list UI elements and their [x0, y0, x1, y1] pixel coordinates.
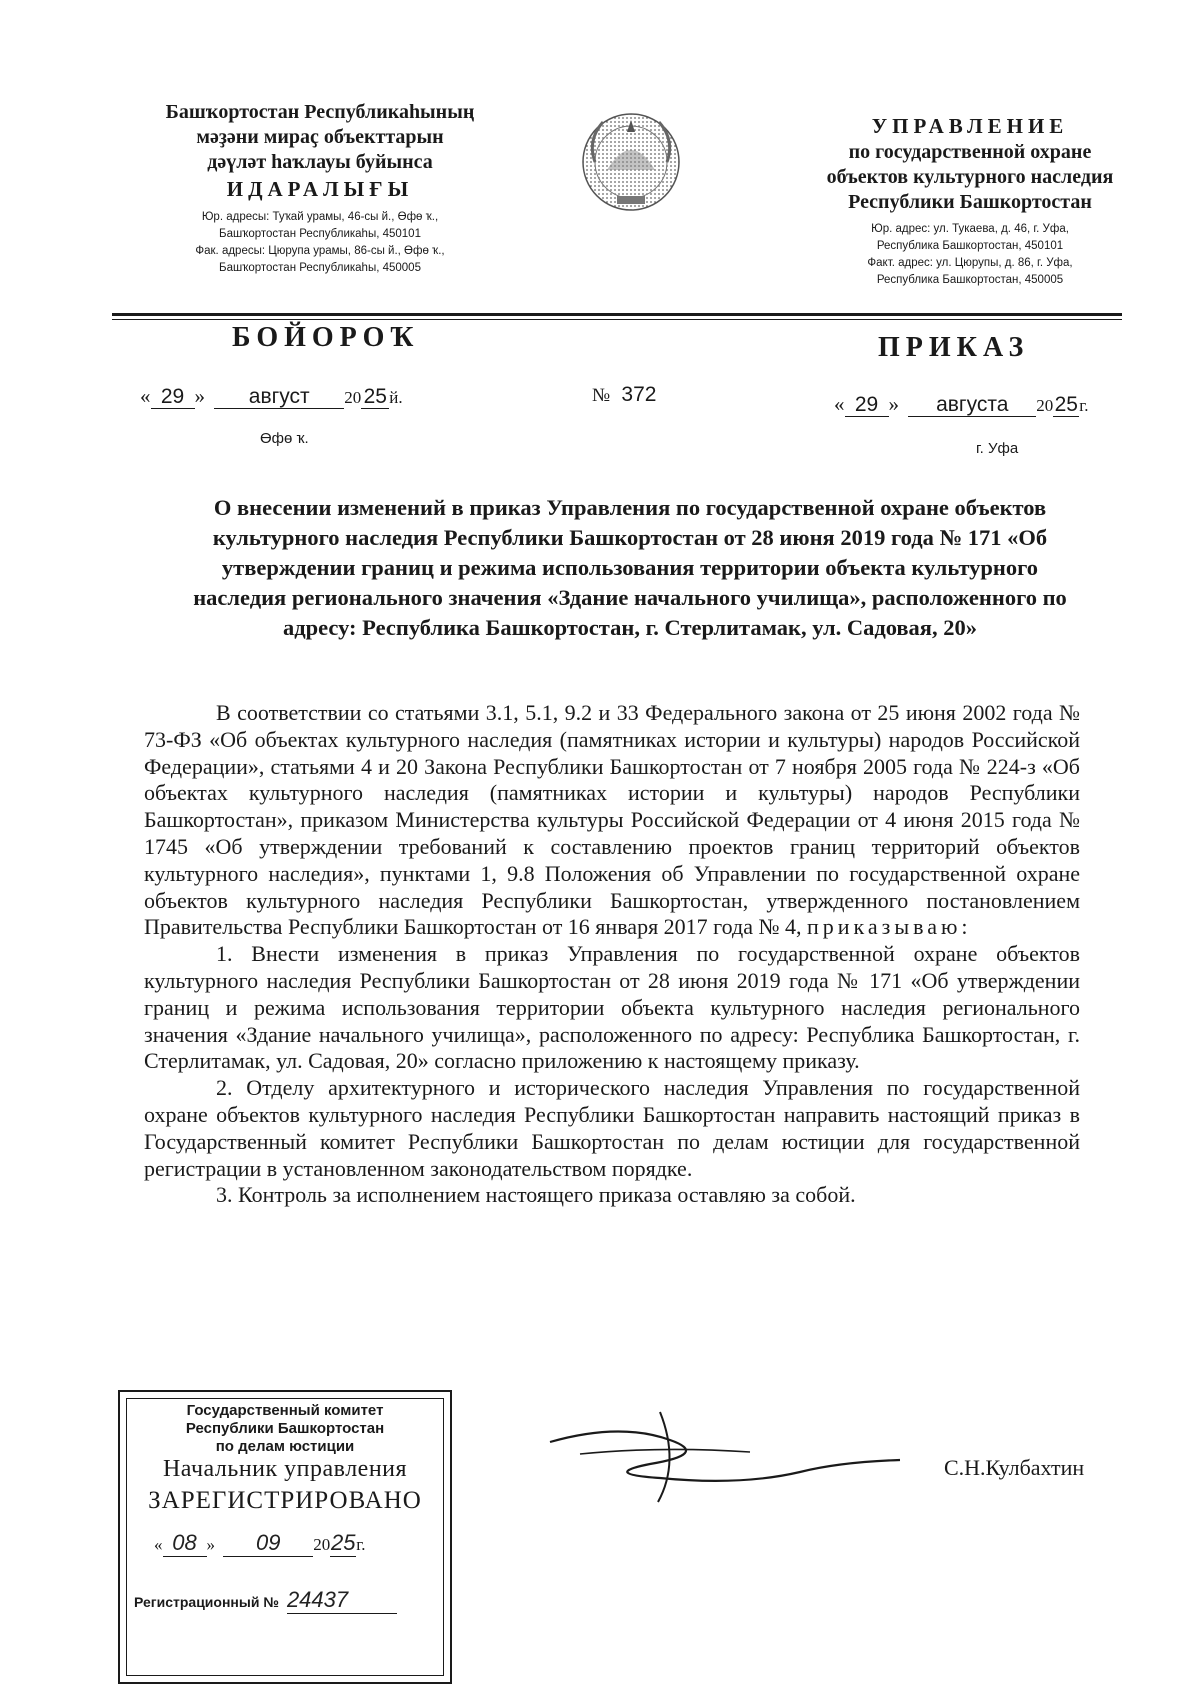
stamp-date-suffix: г. [356, 1535, 366, 1554]
header-right-org-name: УПРАВЛЕНИЕ [871, 114, 1069, 138]
address-line: Юр. адрес: ул. Тукаева, д. 46, г. Уфа, [871, 223, 1069, 235]
address-line: Юр. адресы: Туҡай урамы, 46-сы й., Өфө ҡ., [201, 211, 439, 223]
date-right [834, 392, 1089, 417]
date-day: 29 [845, 394, 889, 417]
stamp-line: Республики Башкортостан [185, 1420, 385, 1437]
quote-close: » [206, 1535, 215, 1554]
address-line: Башҡортостан Республикаһы, 450101 [219, 228, 421, 240]
bashkortostan-emblem-icon [577, 100, 685, 220]
stamp-date-day: 08 [163, 1530, 207, 1557]
number-label: № [592, 385, 611, 406]
quote-open: « [154, 1535, 163, 1554]
stamp-reg-number: 24437 [287, 1587, 397, 1614]
date-suffix: й. [389, 388, 403, 407]
doc-kind-bashkir: БОЙОРОҠ [232, 322, 420, 353]
signer-name: С.Н.Кулбахтин [944, 1455, 1085, 1480]
header-right-line: Республики Башкортостан [848, 191, 1092, 213]
city-russian: г. Уфа [976, 440, 1019, 457]
quote-close: » [888, 392, 899, 416]
city-bashkir: Өфө ҡ. [260, 430, 309, 447]
stamp-date-year: 25 [331, 1530, 356, 1555]
quote-close: » [194, 384, 205, 408]
header-rule-thin [112, 319, 1122, 320]
address-line: Башҡортостан Республикаһы, 450005 [219, 262, 421, 274]
signer-position: Начальник управления [162, 1456, 408, 1482]
number-value: 372 [621, 383, 657, 406]
header-left-org-block [130, 100, 510, 277]
header-left-org-name: ИДАРАЛЫҒЫ [226, 177, 414, 201]
order-item: 1. Внести изменения в приказ Управления по государственной охране объектов культурного наследия Республики Башкортостан от 28 июня 2019 года № 171 «Об утверждении границ и режима использования территории объекта культурного наследия регионального значения «Здание начального училища», расположенного по адресу: Республика Башкортостан, г. Стерлитамак, ул. Садовая, 20» согласно приложению к настоящему приказу. [144, 941, 1080, 1074]
stamp-status: ЗАРЕГИСТРИРОВАНО [148, 1487, 422, 1514]
date-day: 29 [151, 386, 195, 409]
doc-kind-russian: ПРИКАЗ [878, 332, 1030, 363]
address-line: Факт. адрес: ул. Цюрупы, д. 86, г. Уфа, [867, 257, 1073, 269]
header-rule-thick [112, 313, 1122, 316]
header-left-line: дәүләт һаҡлауы буйынса [207, 151, 433, 173]
stamp-date [120, 1530, 450, 1557]
stamp-date-month: 09 [223, 1530, 313, 1557]
stamp-line: по делам юстиции [215, 1438, 355, 1455]
header-left-line: Башҡортостан Республикаһының [165, 101, 475, 123]
date-year: 25 [1054, 393, 1078, 416]
quote-open: « [140, 384, 151, 408]
date-year-prefix: 20 [1036, 396, 1054, 415]
address-line: Республика Башкортостан, 450005 [876, 274, 1064, 286]
date-month: августа [908, 394, 1036, 417]
registration-stamp [118, 1390, 452, 1684]
date-month: август [214, 386, 344, 409]
document-title: О внесении изменений в приказ Управления по государственной охране объектов культурного наследия Республики Башкортостан от 28 июня 2019 года № 171 «Об утверждении границ и режима использования территории объекта культурного наследия регионального значения «Здание начального училища», расположенного по адресу: Республика Башкортостан, г. Стерлитамак, ул. Садовая, 20» [193, 495, 1067, 640]
header-left-address [130, 209, 510, 277]
header-right-line: объектов культурного наследия [826, 166, 1114, 188]
preamble-paragraph [144, 700, 1080, 941]
quote-open: « [834, 392, 845, 416]
order-item: 3. Контроль за исполнением настоящего приказа оставляю за собой. [216, 1182, 856, 1208]
stamp-content [120, 1402, 450, 1614]
preamble-text: В соответствии со статьями 3.1, 5.1, 9.2 и 33 Федерального закона от 25 июня 2002 года № 73-ФЗ «Об объектах культурного наследия (памятниках истории и культуры) народов Российской Федерации», статьями 4 и 20 Закона Республики Башкортостан от 7 ноября 2005 года № 224-з «Об объектах культурного наследия (памятниках истории и культуры) народов Республики Башкортостан», приказом Министерства культуры Российской Федерации от 4 июня 2015 года № 1745 «Об утверждении требований к составлению проектов границ территорий объектов культурного наследия», пунктами 1, 9.8 Положения об Управлении по государственной охране объектов культурного наследия Республики Башкортостан, утвержденного постановлением Правительства Республики Башкортостан от 16 января 2017 года № 4, [144, 700, 1080, 940]
stamp-registration [120, 1587, 450, 1614]
stamp-line: Государственный комитет [186, 1402, 384, 1419]
address-line: Республика Башкортостан, 450101 [876, 240, 1064, 252]
date-suffix: г. [1079, 396, 1089, 415]
header-right-org-block [780, 112, 1160, 289]
date-year-prefix: 20 [344, 388, 362, 407]
doc-number [592, 382, 656, 407]
header-right-address [780, 221, 1160, 289]
header-right-line: по государственной охране [848, 141, 1092, 163]
stamp-reg-label: Регистрационный № [134, 1594, 279, 1610]
document-body [144, 700, 1080, 1209]
address-line: Фак. адресы: Цюрупа урамы, 86-сы й., Өфө ҡ., [195, 245, 445, 257]
date-left [140, 384, 403, 409]
stamp-date-year-prefix: 20 [313, 1535, 331, 1554]
order-word: приказываю: [806, 914, 972, 940]
handwritten-signature [540, 1402, 920, 1522]
header-left-line: мәҙәни мираҫ объекттарын [196, 126, 444, 148]
order-item: 2. Отделу архитектурного и исторического наследия Управления по государственной охране объектов культурного наследия Республики Башкортостан направить настоящий приказ в Государственный комитет Республики Башкортостан по делам юстиции для государственной регистрации в установленном законодательством порядке. [144, 1075, 1080, 1181]
date-year: 25 [361, 386, 389, 409]
